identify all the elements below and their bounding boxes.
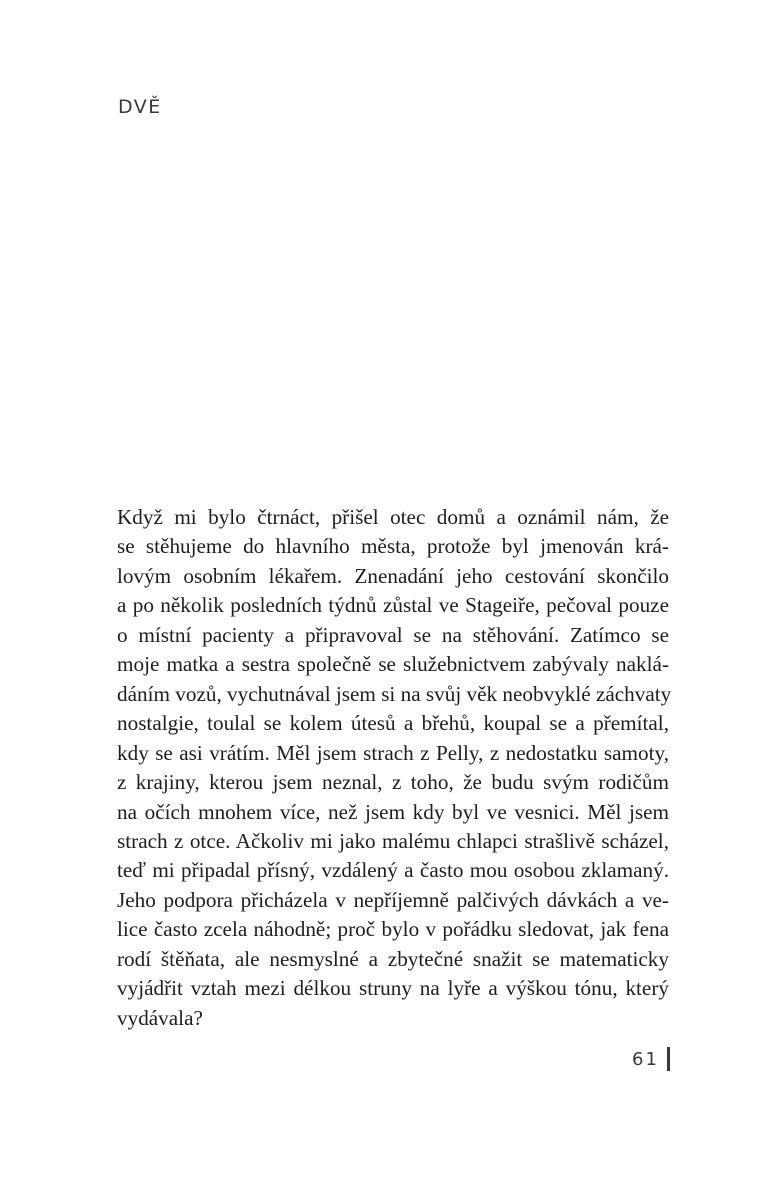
text-line: Když mi bylo čtrnáct, přišel otec domů a oznámil nám, že <box>117 505 669 529</box>
text-line: kdy se asi vrátím. Měl jsem strach z Pelly, z nedostatku samoty, <box>117 740 669 765</box>
text-line: nostalgie, toulal se kolem útesů a břehů, koupal se a přemítal, <box>117 711 669 736</box>
text-line: rodí štěňata, ale nesmyslné a zbytečné snažit se matematicky <box>117 946 669 971</box>
text-line: na očích mnohem více, než jsem kdy byl ve vesnici. Měl jsem <box>117 799 669 824</box>
text-line: a po několik posledních týdnů zůstal ve Stageiře, pečoval pouze <box>117 593 669 618</box>
text-line: strach z otce. Ačkoliv mi jako malému chlapci strašlivě scházel, <box>117 828 669 853</box>
text-line: Jeho podpora přicházela v nepříjemně palčivých dávkách a ve- <box>117 887 669 912</box>
folio-rule <box>667 1047 670 1071</box>
text-line: lice často zcela náhodně; proč bylo v pořádku sledovat, jak fena <box>117 917 669 942</box>
text-line: dáním vozů, vychutnával jsem si na svůj věk neobvyklé záchvaty <box>117 681 672 706</box>
text-line: z krajiny, kterou jsem neznal, z toho, že budu svým rodičům <box>117 770 669 795</box>
page-number: 61 <box>632 1048 659 1070</box>
chapter-heading: DVĚ <box>118 96 162 118</box>
text-line: lovým osobním lékařem. Znenadání jeho cestování skončilo <box>117 563 669 588</box>
body-paragraph <box>117 503 672 1033</box>
text-line: teď mi připadal přísný, vzdálený a často mou osobou zklamaný. <box>117 858 669 883</box>
text-line: vyjádřit vztah mezi délkou struny na lyře a výškou tónu, který <box>117 976 669 1001</box>
text-line: se stěhujeme do hlavního města, protože byl jmenován krá- <box>117 534 669 559</box>
text-line: moje matka a sestra společně se služebnictvem zabývaly naklá- <box>117 652 669 677</box>
page-folio <box>632 1046 670 1072</box>
text-line: o místní pacienty a připravoval se na stěhování. Zatímco se <box>117 622 669 647</box>
text-line: vydávala? <box>117 1005 203 1030</box>
